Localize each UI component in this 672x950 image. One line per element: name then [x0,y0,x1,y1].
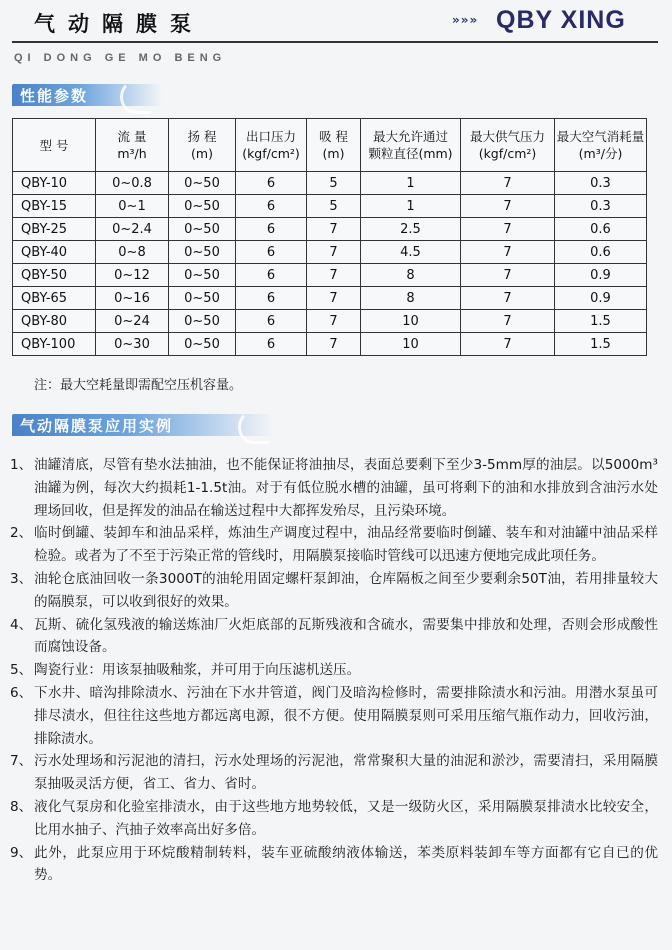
value-cell: 0~16 [96,287,169,310]
table-row [13,241,647,264]
table-row [13,310,647,333]
list-item-text: 瓦斯、硫化氢残液的输送炼油厂火炬底部的瓦斯残液和含硫水，需要集中排放和处理，否则会形成酸性而腐蚀设备。 [34,616,658,656]
list-item [10,682,658,750]
value-cell: 0.3 [555,172,647,195]
model-cell: QBY-10 [13,172,96,195]
list-item-text: 此外，此泵应用于环烷酸精制转料，装车亚硫酸纳液体输送，苯类原料装卸车等方面都有它自已的优势。 [34,844,658,884]
table-row [13,264,647,287]
spec-table [12,118,647,356]
value-cell: 4.5 [361,241,461,264]
value-cell: 6 [236,333,307,356]
model-cell: QBY-65 [13,287,96,310]
value-cell: 7 [461,195,555,218]
list-item-number: 2、 [10,525,33,542]
list-item-number: 5、 [10,662,33,679]
value-cell: 0.3 [555,195,647,218]
value-cell: 6 [236,287,307,310]
value-cell: 0~50 [169,172,236,195]
value-cell: 0~2.4 [96,218,169,241]
value-cell: 0~50 [169,195,236,218]
value-cell: 6 [236,195,307,218]
model-cell: QBY-25 [13,218,96,241]
header-air-pressure: 最大供气压力 (kgf/cm²) [461,119,555,172]
value-cell: 6 [236,172,307,195]
list-item [10,522,658,568]
section-header-params [12,84,162,106]
brand-logo: QBY XING [496,6,626,34]
value-cell: 7 [307,333,361,356]
list-item-text: 液化气泵房和化验室排渍水，由于这些地方地势较低，又是一级防火区，采用隔膜泵排渍水比较安全，比用水抽子、汽抽子效率高出好多倍。 [34,798,658,838]
value-cell: 7 [307,241,361,264]
list-item [10,614,658,660]
value-cell: 0.9 [555,264,647,287]
table-note: 注：最大空耗量即需配空压机容量。 [34,378,243,393]
value-cell: 7 [461,287,555,310]
value-cell: 7 [307,264,361,287]
arrows-icon: »»» [452,13,479,27]
section-title-params: 性能参数 [20,87,89,105]
table-row [13,172,647,195]
value-cell: 0~50 [169,310,236,333]
model-cell: QBY-15 [13,195,96,218]
decorative-curve-icon [120,80,151,114]
decorative-curve-icon [238,410,269,444]
value-cell: 1.5 [555,310,647,333]
value-cell: 1 [361,195,461,218]
model-cell: QBY-100 [13,333,96,356]
header-outlet-pressure: 出口压力 (kgf/cm²) [236,119,307,172]
list-item-number: 8、 [10,798,33,815]
list-item-number: 3、 [10,570,33,587]
list-item [10,796,658,842]
header-flow: 流 量 m³/h [96,119,169,172]
value-cell: 1.5 [555,333,647,356]
list-item-text: 陶瓷行业：用该泵抽吸釉浆，并可用于向压滤机送压。 [34,662,361,679]
section-header-apps [12,414,274,436]
value-cell: 6 [236,264,307,287]
value-cell: 0.6 [555,241,647,264]
value-cell: 0~0.8 [96,172,169,195]
model-cell: QBY-40 [13,241,96,264]
value-cell: 2.5 [361,218,461,241]
value-cell: 1 [361,172,461,195]
list-item-text: 下水井、暗沟排除渍水、污油在下水井管道，阀门及暗沟检修时，需要排除渍水和污油。用潜水泵虽可排尽渍水，但往往这些地方都远离电源，很不方便。使用隔膜泵则可采用压缩气瓶作动力，回收污油，排除渍水。 [34,684,658,747]
value-cell: 8 [361,264,461,287]
value-cell: 10 [361,333,461,356]
header-divider [12,41,658,43]
model-cell: QBY-80 [13,310,96,333]
list-item-number: 4、 [10,616,33,633]
table-row [13,333,647,356]
list-item [10,750,658,796]
list-item [10,842,658,888]
model-cell: QBY-50 [13,264,96,287]
list-item [10,659,658,682]
value-cell: 5 [307,172,361,195]
value-cell: 7 [461,333,555,356]
table-row [13,218,647,241]
value-cell: 6 [236,218,307,241]
value-cell: 0~50 [169,218,236,241]
value-cell: 7 [307,218,361,241]
section-title-apps: 气动隔膜泵应用实例 [20,417,174,435]
value-cell: 0~30 [96,333,169,356]
list-item [10,454,658,522]
value-cell: 7 [461,310,555,333]
value-cell: 6 [236,310,307,333]
value-cell: 7 [307,310,361,333]
list-item [10,568,658,614]
value-cell: 7 [461,218,555,241]
page-header [0,0,672,46]
list-item-text: 污水处理场和污泥池的清扫，污水处理场的污泥池，常常聚积大量的油泥和淤沙，需要清扫，采用隔膜泵抽吸灵活方便，省工、省力、省时。 [34,753,658,793]
table-row [13,195,647,218]
value-cell: 0~50 [169,264,236,287]
value-cell: 0~24 [96,310,169,333]
value-cell: 0~50 [169,241,236,264]
value-cell: 0.9 [555,287,647,310]
value-cell: 7 [307,287,361,310]
value-cell: 0~1 [96,195,169,218]
title-pinyin: QI DONG GE MO BENG [14,52,227,64]
list-item-number: 9、 [10,844,33,861]
list-item-text: 油罐清底，尽管有垫水法抽油，也不能保证将油抽尽，表面总要剩下至少3-5mm厚的油层。以5000m³油罐为例，每次大约损耗1-1.5t油。对于有低位脱水槽的油罐，虽可将剩下的油和水排放到含油污水处理场回收，但是挥发的油品在输送过程中大都挥发殆尽，且污染环境。 [34,457,658,519]
header-model: 型 号 [13,119,96,172]
value-cell: 7 [461,241,555,264]
table-header-row [13,119,647,172]
value-cell: 0~50 [169,287,236,310]
header-head: 扬 程 (m) [169,119,236,172]
header-air-consumption: 最大空气消耗量 (m³/分) [555,119,647,172]
list-item-number: 1、 [10,457,33,473]
value-cell: 0~12 [96,264,169,287]
value-cell: 8 [361,287,461,310]
list-item-text: 油轮仓底油回收一条3000T的油轮用固定螺杆泵卸油，仓库隔板之间至少要剩余50T油，若用排量较大的隔膜泵，可以收到很好的效果。 [34,570,658,610]
value-cell: 7 [461,264,555,287]
header-suction: 吸 程 (m) [307,119,361,172]
list-item-number: 6、 [10,684,33,701]
page-title: 气动隔膜泵 [34,12,204,36]
list-item-number: 7、 [10,753,33,770]
application-list [10,454,658,887]
table-row [13,287,647,310]
header-particle-size: 最大允许通过 颗粒直径(mm) [361,119,461,172]
list-item-text: 临时倒罐、装卸车和油品采样，炼油生产调度过程中，油品经常要临时倒罐、装车和对油罐中油品采样检验。或者为了不至于污染正常的管线时，用隔膜泵接临时管线可以迅速方便地完成此项任务。 [34,525,658,565]
value-cell: 5 [307,195,361,218]
value-cell: 0.6 [555,218,647,241]
value-cell: 0~50 [169,333,236,356]
value-cell: 7 [461,172,555,195]
value-cell: 6 [236,241,307,264]
value-cell: 0~8 [96,241,169,264]
value-cell: 10 [361,310,461,333]
